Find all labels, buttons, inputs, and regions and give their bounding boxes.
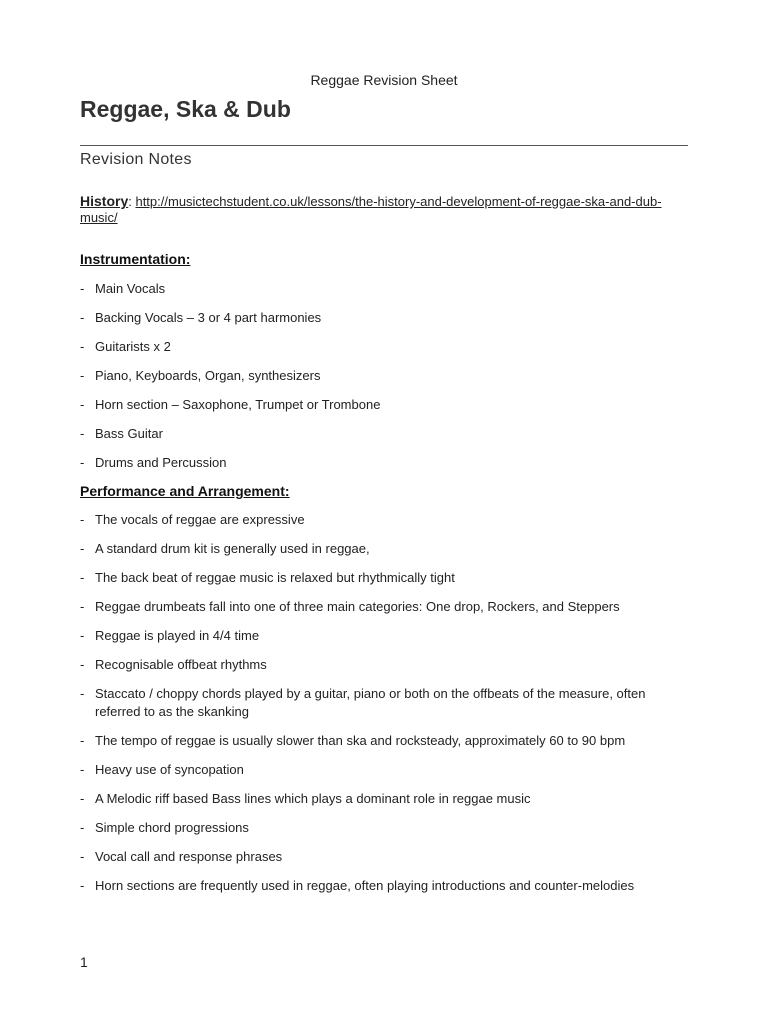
bullet-dash: - (80, 791, 85, 806)
list-item-text: Guitarists x 2 (95, 339, 171, 354)
list-item (80, 598, 690, 616)
performance-list (80, 511, 690, 906)
list-item (80, 877, 690, 895)
list-item-text: A standard drum kit is generally used in reggae, (95, 541, 370, 556)
list-item-text: Recognisable offbeat rhythms (95, 657, 267, 672)
bullet-dash: - (80, 762, 85, 777)
bullet-dash: - (80, 512, 85, 527)
bullet-dash: - (80, 397, 85, 412)
bullet-dash: - (80, 657, 85, 672)
bullet-dash: - (80, 541, 85, 556)
list-item (80, 656, 690, 674)
bullet-dash: - (80, 628, 85, 643)
bullet-dash: - (80, 849, 85, 864)
list-item-text: Reggae drumbeats fall into one of three main categories: One drop, Rockers, and Steppers (95, 599, 620, 614)
list-item-text: Simple chord progressions (95, 820, 249, 835)
document-title: Reggae, Ska & Dub (80, 96, 291, 122)
bullet-dash: - (80, 599, 85, 614)
list-item (80, 511, 690, 529)
list-item-text: Bass Guitar (95, 426, 163, 441)
bullet-dash: - (80, 878, 85, 893)
title-divider (80, 145, 688, 146)
list-item-text: The back beat of reggae music is relaxed but rhythmically tight (95, 570, 455, 585)
bullet-dash: - (80, 310, 85, 325)
history-label: History (80, 193, 129, 209)
list-item-text: Heavy use of syncopation (95, 762, 244, 777)
list-item (80, 761, 690, 779)
list-item-text: Horn sections are frequently used in reggae, often playing introductions and counter-melodies (95, 878, 635, 893)
history-line (80, 193, 690, 226)
instrumentation-list (80, 280, 690, 483)
list-item (80, 396, 690, 414)
bullet-dash: - (80, 281, 85, 296)
document-subtitle: Revision Notes (80, 151, 192, 168)
list-item (80, 848, 690, 866)
list-item-text: A Melodic riff based Bass lines which plays a dominant role in reggae music (95, 791, 531, 806)
list-item-text: Backing Vocals – 3 or 4 part harmonies (95, 310, 322, 325)
history-link[interactable]: http://musictechstudent.co.uk/lessons/the-history-and-development-of-reggae-ska-and-dub-music/ (80, 194, 662, 225)
page-number: 1 (80, 954, 88, 970)
list-item (80, 685, 690, 721)
list-item (80, 425, 690, 443)
list-item (80, 280, 690, 298)
list-item (80, 540, 690, 558)
bullet-dash: - (80, 426, 85, 441)
history-separator: : (128, 194, 136, 209)
list-item-text: Vocal call and response phrases (95, 849, 283, 864)
list-item-text: Horn section – Saxophone, Trumpet or Trombone (95, 397, 381, 412)
bullet-dash: - (80, 339, 85, 354)
list-item (80, 367, 690, 385)
list-item (80, 732, 690, 750)
bullet-dash: - (80, 820, 85, 835)
list-item (80, 338, 690, 356)
bullet-dash: - (80, 570, 85, 585)
performance-heading: Performance and Arrangement: (80, 483, 290, 499)
list-item (80, 569, 690, 587)
list-item-text: Staccato / choppy chords played by a guitar, piano or both on the offbeats of the measure, often referred to as the skanking (95, 686, 646, 719)
list-item (80, 790, 690, 808)
list-item-text: The vocals of reggae are expressive (95, 512, 305, 527)
list-item (80, 309, 690, 327)
list-item (80, 819, 690, 837)
list-item (80, 454, 690, 472)
bullet-dash: - (80, 455, 85, 470)
list-item-text: The tempo of reggae is usually slower than ska and rocksteady, approximately 60 to 90 bpm (95, 733, 626, 748)
bullet-dash: - (80, 686, 85, 701)
list-item-text: Reggae is played in 4/4 time (95, 628, 260, 643)
bullet-dash: - (80, 733, 85, 748)
instrumentation-heading: Instrumentation: (80, 251, 191, 267)
list-item (80, 627, 690, 645)
running-header: Reggae Revision Sheet (310, 72, 458, 88)
list-item-text: Main Vocals (95, 281, 166, 296)
list-item-text: Piano, Keyboards, Organ, synthesizers (95, 368, 321, 383)
bullet-dash: - (80, 368, 85, 383)
list-item-text: Drums and Percussion (95, 455, 227, 470)
